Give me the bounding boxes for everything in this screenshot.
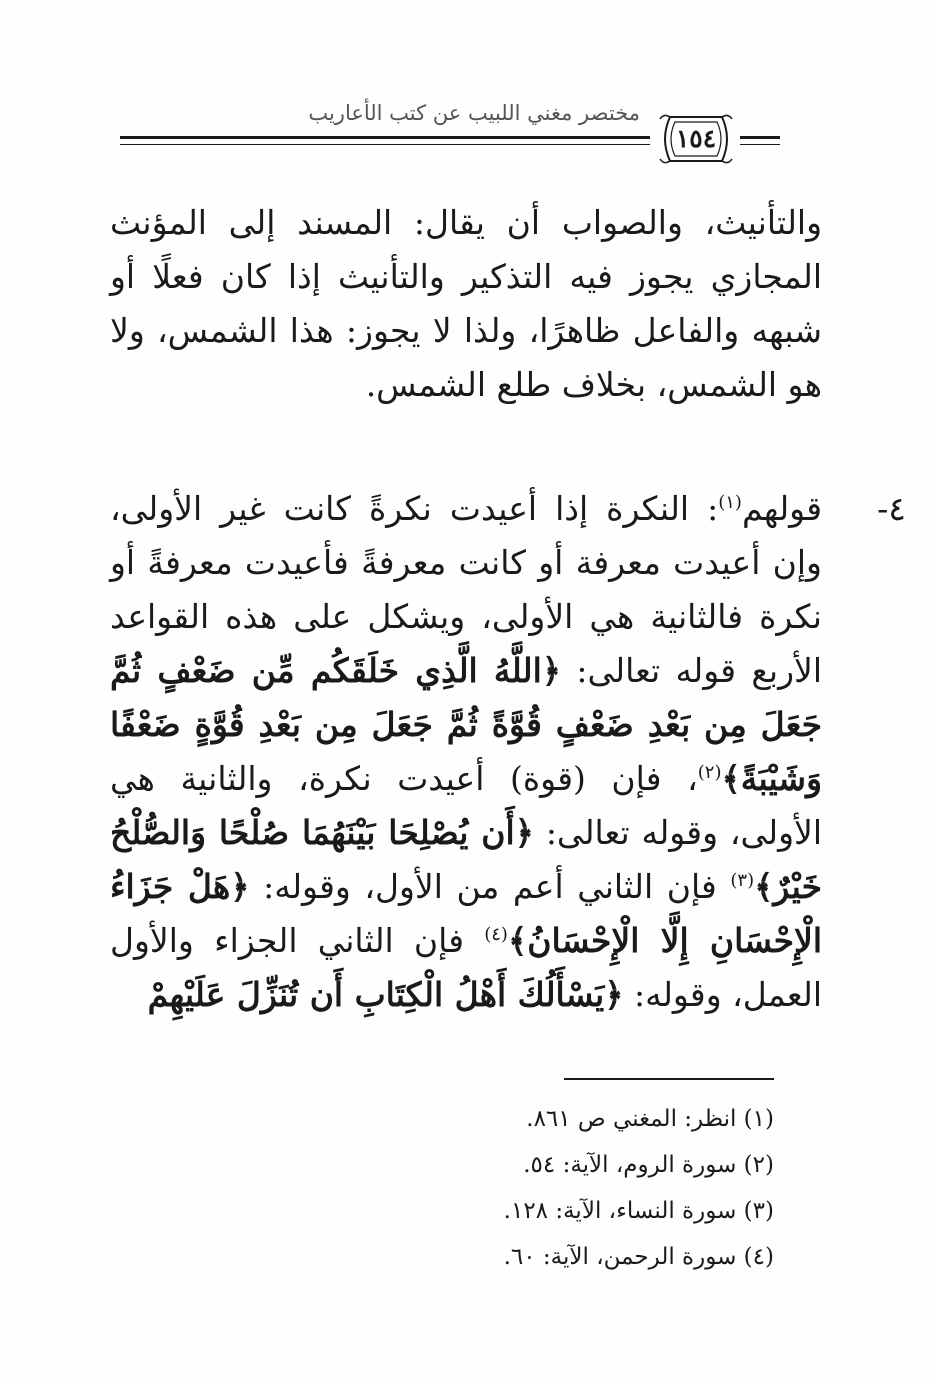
header-rule-thin [120, 144, 650, 145]
footnote-ref-2[interactable]: (٢) [697, 762, 722, 783]
text-segment: : النكرة إذا أعيدت نكرةً كانت غير الأولى، وإن أعيدت معرفة أو كانت معرفةً فأعيدت معرفةً أو نكرة فالثانية هي الأولى، ويشكل على هذه القواعد الأربع قوله تعالى: [110, 489, 822, 690]
quran-verse-3: ﴿هَلْ جَزَاءُ الْإِحْسَانِ إِلَّا الْإِحْسَانُ﴾ [110, 867, 822, 960]
page-header [120, 95, 780, 165]
footnote-separator [564, 1078, 774, 1080]
footnote-ref-4[interactable]: (٤) [484, 924, 508, 945]
paragraph-item-4 [110, 482, 906, 1022]
text-segment: فإن الثاني الجزاء والأول العمل، وقوله: [110, 921, 822, 1014]
text-segment: فإن الثاني أعم من الأول، وقوله: [249, 867, 731, 906]
quran-verse-4: ﴿يَسْأَلُكَ أَهْلُ الْكِتَابِ أَن تُنَزِّلَ عَلَيْهِمْ [147, 975, 624, 1014]
page-number: ١٥٤ [675, 124, 717, 153]
running-header-title: مختصر مغني اللبيب عن كتب الأعاريب [308, 101, 640, 125]
text-segment: ، فإن (قوة) أعيدت نكرة، والثانية هي الأولى، وقوله تعالى: [110, 759, 822, 852]
quran-verse-2: ﴿أَن يُصْلِحَا بَيْنَهُمَا صُلْحًا وَالصُّلْحُ خَيْرٌ﴾ [110, 813, 822, 906]
header-rule-right-thick [740, 136, 780, 139]
quran-verse-1: ﴿اللَّهُ الَّذِي خَلَقَكُم مِّن ضَعْفٍ ثُمَّ جَعَلَ مِن بَعْدِ ضَعْفٍ قُوَّةً ثُمَّ جَعَلَ مِن بَعْدِ قُوَّةٍ ضَعْفًا وَشَيْبَةً﴾ [110, 651, 822, 798]
paragraph-continuation: والتأنيث، والصواب أن يقال: المسند إلى المؤنث المجازي يجوز فيه التذكير والتأنيث إذا كان فعلًا أو شبهه والفاعل ظاهرًا، ولذا لا يجوز: هذا الشمس، ولا هو الشمس، بخلاف طلع الشمس. [110, 203, 822, 404]
header-rule-thick [120, 136, 650, 139]
footnote-ref-3[interactable]: (٣) [730, 870, 755, 891]
footnote-3: (٣) سورة النساء، الآية: ١٢٨. [503, 1198, 774, 1224]
footnote-2: (٢) سورة الروم، الآية: ٥٤. [523, 1152, 774, 1178]
footnote-4: (٤) سورة الرحمن، الآية: ٦٠. [503, 1244, 774, 1270]
text-segment: قولهم [741, 489, 822, 528]
list-item-number: ٤- [877, 489, 906, 528]
footnote-1: (١) انظر: المغني ص ٨٦١. [526, 1106, 774, 1132]
header-rule-right-thin [740, 144, 780, 145]
footnotes [314, 1096, 774, 1280]
page-number-badge [656, 111, 736, 167]
footnote-ref-1[interactable]: (١) [718, 492, 742, 513]
